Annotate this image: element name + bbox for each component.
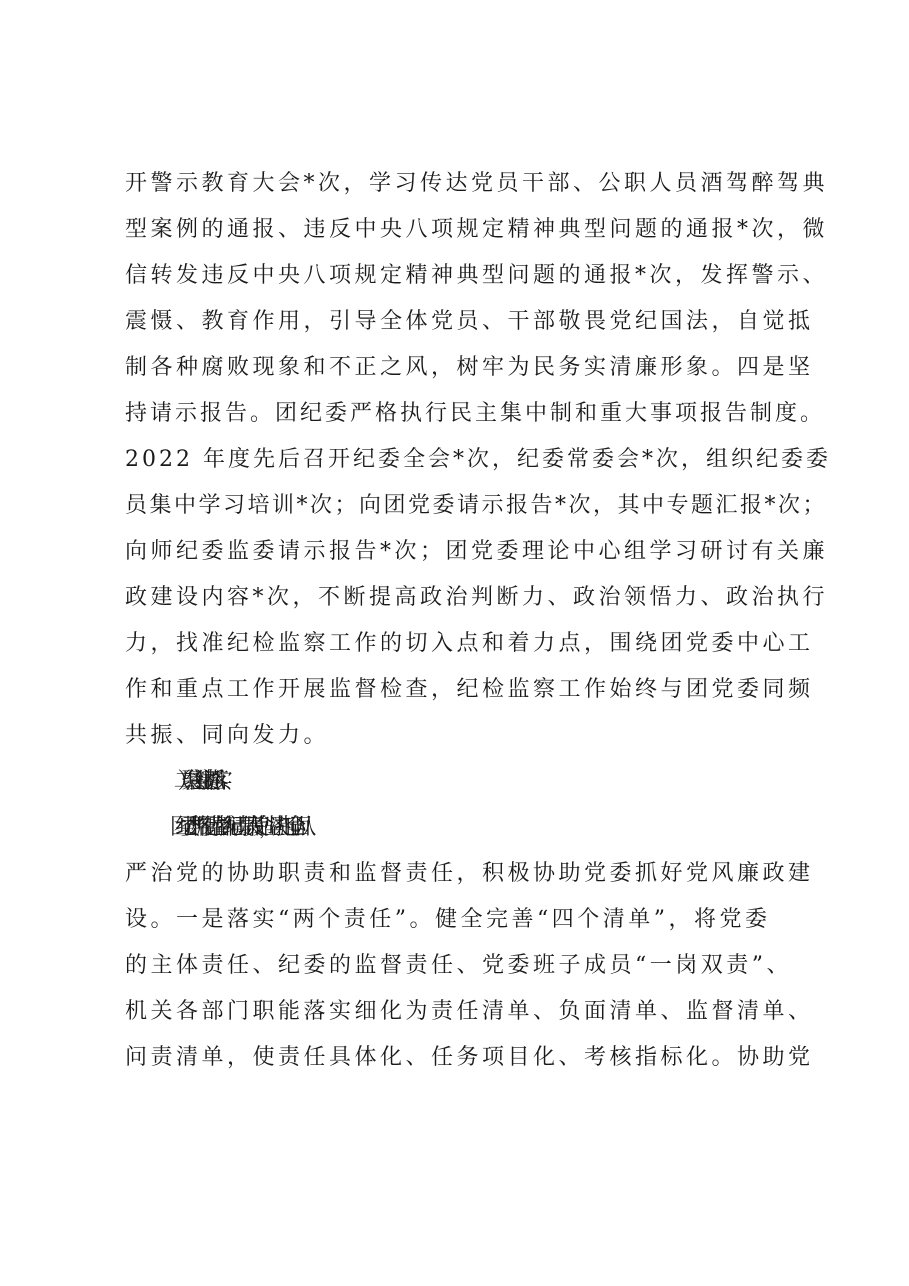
text-line: 信转发违反中央八项规定精神典型问题的通报*次，发挥警示、	[125, 263, 829, 288]
text-line: 力，找准纪检监察工作的切入点和着力点，围绕团党委中心工	[125, 631, 814, 656]
text-line: 共振、同向发力。	[125, 723, 330, 748]
text-line: 员集中学习培训*次；向团党委请示报告*次，其中专题汇报*次；	[125, 493, 828, 518]
text-line: 2022 年度先后召开纪委全会*次，纪委常委会*次，组织纪委委	[125, 447, 831, 472]
text-line: 政建设内容*次，不断提高政治判断力、政治领悟力、政治执行	[125, 585, 829, 610]
text-line: 向师纪委监委请示报告*次；团党委理论中心组学习研讨有关廉	[125, 539, 829, 564]
text-line: 制各种腐败现象和不正之风，树牢为民务实清廉形象。四是坚	[125, 355, 814, 380]
text-line: 持请示报告。团纪委严格执行民主集中制和重大事项报告制度。	[125, 401, 826, 426]
text-line: 型案例的通报、违反中央八项规定精神典型问题的通报*次，微	[125, 217, 829, 242]
section-heading: （二）聚焦主业主责抓落实	[170, 769, 216, 794]
text-line: 设。一是落实“两个责任”。健全完善“四个清单”，将党委	[125, 907, 771, 932]
text-line: 开警示教育大会*次，学习传达党员干部、公职人员酒驾醉驾典	[125, 171, 829, 196]
text-line: 震慑、教育作用，引导全体党员、干部敬畏党纪国法，自觉抵	[125, 309, 814, 334]
text-line: 问责清单，使责任具体化、任务项目化、考核指标化。协助党	[125, 1045, 814, 1070]
text-line: 作和重点工作开展监督检查，纪检监察工作始终与团党委同频	[125, 677, 814, 702]
text-line: 团纪委严格履行监督执纪问责职责使命，坚决扛起全面从	[170, 815, 301, 840]
text-line: 机关各部门职能落实细化为责任清单、负面清单、监督清单、	[125, 999, 814, 1024]
text-line: 的主体责任、纪委的监督责任、党委班子成员“一岗双责”、	[125, 953, 792, 978]
text-line: 严治党的协助职责和监督责任，积极协助党委抓好党风廉政建	[125, 861, 814, 886]
